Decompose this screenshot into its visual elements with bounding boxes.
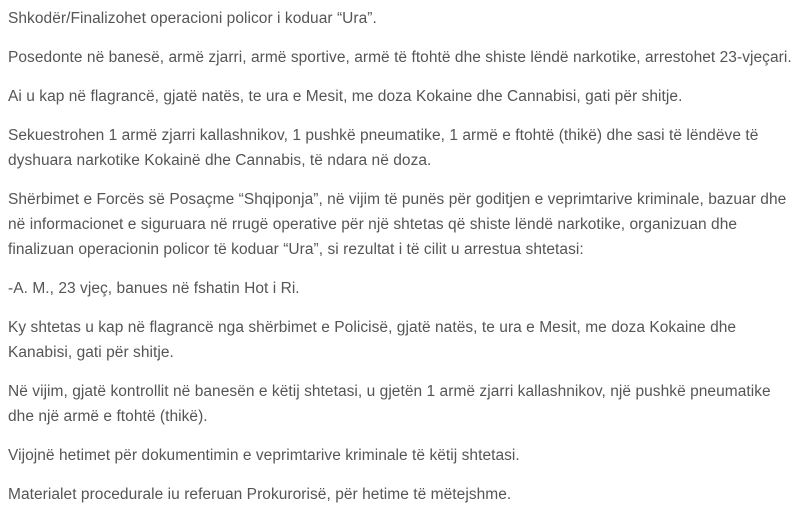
article-paragraph-operation: Shërbimet e Forcës së Posaçme “Shqiponja”, në vijim të punës për goditjen e veprimtarive kriminale, bazuar dhe në informacionet e siguruara në rrugë operative për një shtetas që shiste lëndë narkotike, organizuan dhe finalizuan operacionin policor të koduar “Ura”, si rezultat i të cilit u arrestua shtetasi:	[8, 191, 787, 258]
article-body	[8, 6, 796, 521]
article-paragraph-suspect: -A. M., 23 vjeç, banues në fshatin Hot i Ri.	[8, 280, 300, 297]
article-paragraph-prosecution: Materialet procedurale iu referuan Prokurorisë, për hetime të mëtejshme.	[8, 486, 512, 503]
article-paragraph-seizure: Sekuestrohen 1 armë zjarri kallashnikov, 1 pushkë pneumatike, 1 armë e ftohtë (thikë) dhe sasi të lëndëve të dyshuara narkotike Kokainë dhe Cannabis, të ndara në doza.	[8, 127, 759, 169]
article-paragraph-caught: Ky shtetas u kap në flagrancë nga shërbimet e Policisë, gjatë natës, te ura e Mesit, me doza Kokaine dhe Kanabisi, gati për shitje.	[8, 319, 737, 361]
article-paragraph-search: Në vijim, gjatë kontrollit në banesën e këtij shtetasi, u gjetën 1 armë zjarri kallashnikov, një pushkë pneumatike dhe një armë e ftohtë (thikë).	[8, 383, 771, 425]
article-paragraph-summary: Posedonte në banesë, armë zjarri, armë sportive, armë të ftohtë dhe shiste lëndë narkotike, arrestohet 23-vjeçari.	[8, 49, 792, 66]
article-paragraph-arrest: Ai u kap në flagrancë, gjatë natës, te ura e Mesit, me doza Kokaine dhe Cannabisi, gati për shitje.	[8, 88, 683, 105]
article-paragraph-headline: Shkodër/Finalizohet operacioni policor i koduar “Ura”.	[8, 10, 377, 27]
article-paragraph-investigation: Vijojnë hetimet për dokumentimin e veprimtarive kriminale të këtij shtetasi.	[8, 447, 520, 464]
